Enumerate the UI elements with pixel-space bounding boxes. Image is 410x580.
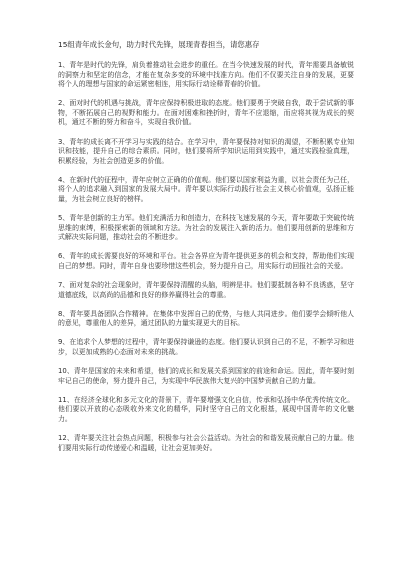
paragraph-9: 9、在追求个人梦想的过程中，青年要保持谦逊的态度。他们要认识到自己的不足，不断学习和进步，以更加成熟的心态面对未来的挑战。 xyxy=(58,338,354,357)
paragraph-2: 2、面对时代的机遇与挑战，青年应保持积极进取的态度。他们要勇于突破自我，敢于尝试新的事物，不断拓展自己的视野和能力。在面对困难和挫折时，青年不应退缩，而应将其视为成长的契机，通过不断的努力和奋斗，实现自我价值。 xyxy=(58,99,354,127)
paragraph-5: 5、青年是创新的主力军。他们充满活力和创造力，在科技飞速发展的今天，青年要敢于突破传统思维的束缚，积极探索新的领域和方法。为社会的发展注入新的活力。他们要用创新的思维和方式解决实际问题，推动社会的不断进步。 xyxy=(58,214,354,242)
paragraph-6: 6、青年的成长需要良好的环境和平台。社会各界应为青年提供更多的机会和支持，帮助他们实现自己的梦想。同时，青年自身也要珍惜这些机会，努力提升自己，用实际行动回报社会的关爱。 xyxy=(58,252,354,270)
paragraph-10: 10、青年是国家的未来和希望，他们的成长和发展关系到国家的前途和命运。因此，青年要时刻牢记自己的使命，努力提升自己，为实现中华民族伟大复兴的中国梦贡献自己的力量。 xyxy=(58,367,354,385)
paragraph-8: 8、青年要具备团队合作精神。在集体中发挥自己的优势，与他人共同进步。他们要学会倾听他人的意见，尊重他人的差异，通过团队的力量实现更大的目标。 xyxy=(58,309,354,328)
document-title: 15组青年成长金句，助力时代先锋，展现青春担当，请您惠存 xyxy=(58,40,260,49)
paragraph-12: 12、青年要关注社会热点问题，积极参与社会公益活动。为社会的和谐发展贡献自己的力量。他们要用实际行动传递爱心和温暖，让社会更加美好。 xyxy=(58,434,354,452)
paragraph-7: 7、面对复杂的社会现象时，青年要保持清醒的头脑，明辨是非。他们要抵制各种不良诱惑，坚守道德底线，以高尚的品德和良好的修养赢得社会的尊重。 xyxy=(58,281,354,299)
paragraph-1: 1、青年是时代的先锋，肩负着推动社会进步的重任。在当今快速发展的时代，青年需要具备敏锐的洞察力和坚定的信念，才能在复杂多变的环境中找准方向。他们不仅要关注自身的发展，更要将个人的理想与国家的命运紧密相连，用实际行动诠释青春的价值。 xyxy=(58,61,354,89)
paragraph-3: 3、青年的成长离不开学习与实践的结合。在学习中，青年要保持对知识的渴望，不断积累专业知识和技能，提升自己的综合素质。同时，他们要将所学知识运用到实践中，通过实践检验真理，积累经验，为社会创造更多的价值。 xyxy=(58,137,354,165)
paragraph-11: 11、在经济全球化和多元文化的背景下，青年要增强文化自信，传承和弘扬中华优秀传统文化。他们要以开放的心态吸收外来文化的精华，同时坚守自己的文化根基，展现中国青年的文化魅力。 xyxy=(58,395,354,424)
paragraph-4: 4、在新时代的征程中，青年应树立正确的价值观。他们要以国家利益为重，以社会责任为己任，将个人的追求融入到国家的发展大局中。青年要以实际行动践行社会主义核心价值观，弘扬正能量，为社会树立良好的榜样。 xyxy=(58,175,354,204)
